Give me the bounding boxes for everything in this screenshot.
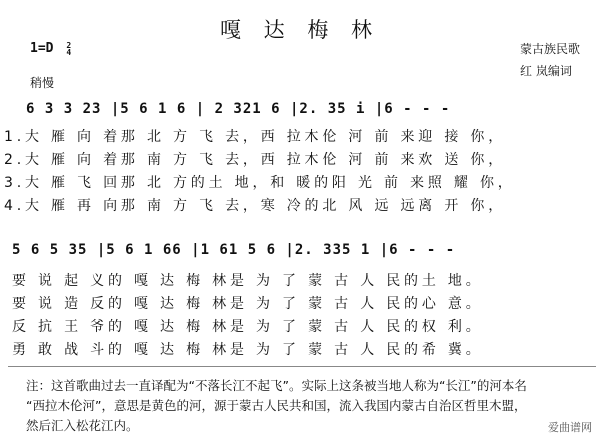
- lyric-verse-2-line-1: 2.大 雁 向 着那 南 方 飞 去，西 拉木伦 河 前 来欢 送 你，: [4, 152, 507, 168]
- tempo-marking: 稍慢: [30, 76, 55, 90]
- notation-row-2: 5 6 5 35 |5 6 1 66 |1 61 5 6 |2. 335 1 |6 - - -: [12, 242, 456, 258]
- notation-row-1: 6 3 3 23 |5 6 1 6 | 2 321 6 |2. 35 i |6 - - -: [26, 101, 451, 117]
- time-sig-top: 2: [66, 40, 72, 50]
- lyric-verse-4-line-1: 4.大 雁 再 向那 南 方 飞 去，寒 冷的北 风 远 远离 开 你，: [4, 198, 507, 214]
- lyric-verse-1-line-2: 要 说 起 义的 嘎 达 梅 林是 为 了 蒙 古 人 民的土 地。: [12, 273, 484, 289]
- footnote: [8, 366, 596, 437]
- key-signature: [30, 41, 71, 56]
- footnote-line-2: “西拉木伦河”，意思是黄色的河，源于蒙古人民共和国，流入我国内蒙古自治区哲里木盟，: [26, 398, 527, 413]
- song-origin: 蒙古族民歌: [520, 42, 581, 56]
- lyric-verse-3-line-1: 3.大 雁 飞 回那 北 方的土 地，和 暖的阳 光 前 来照 耀 你，: [4, 175, 516, 191]
- footnote-line-3: 然后汇入松花江内。: [26, 418, 139, 433]
- lyricist-credit: 红 岚编词: [520, 64, 572, 78]
- time-signature: [66, 42, 71, 56]
- lyric-verse-4-line-2: 勇 敢 战 斗的 嘎 达 梅 林是 为 了 蒙 古 人 民的希 冀。: [12, 342, 484, 358]
- lyric-verse-2-line-2: 要 说 造 反的 嘎 达 梅 林是 为 了 蒙 古 人 民的心 意。: [12, 296, 484, 312]
- lyric-verse-1-line-1: 1.大 雁 向 着那 北 方 飞 去，西 拉木伦 河 前 来迎 接 你，: [4, 129, 507, 145]
- song-title: 嘎 达 梅 林: [219, 18, 381, 42]
- footnote-line-1: 注：这首歌曲过去一直译配为“不落长江不起飞”。实际上这条被当地人称为“长江”的河本名: [26, 378, 527, 393]
- key-label: 1=D: [30, 41, 54, 56]
- site-watermark: 爱曲谱网: [548, 421, 592, 434]
- time-sig-bottom: 4: [66, 47, 72, 57]
- lyric-verse-3-line-2: 反 抗 王 爷的 嘎 达 梅 林是 为 了 蒙 古 人 民的权 利。: [12, 319, 484, 335]
